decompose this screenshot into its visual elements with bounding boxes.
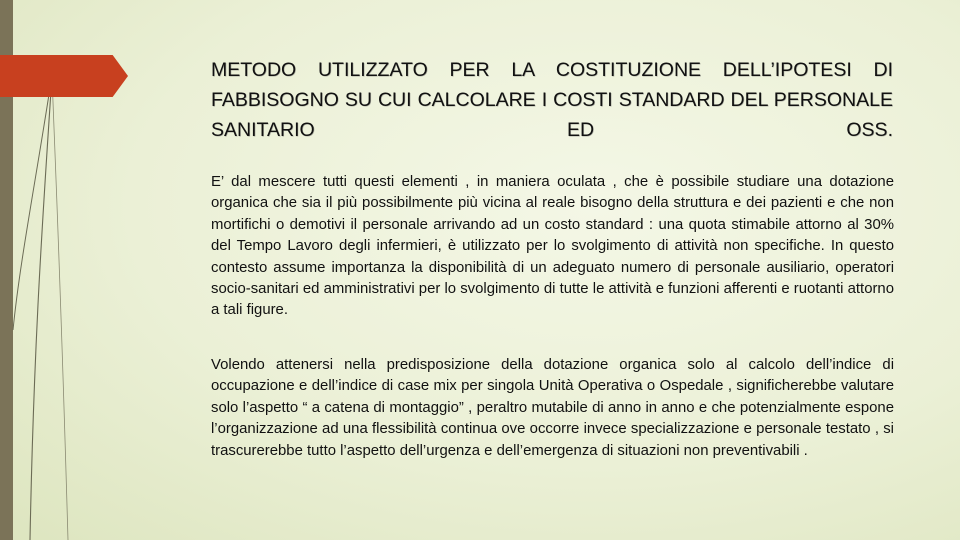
slide-title: METODO UTILIZZATO PER LA COSTITUZIONE DELL’IPOTESI DI FABBISOGNO SU CUI CALCOLARE I COSTI STANDARD DEL PERSONALE SANITARIO ED OSS. [211, 59, 893, 141]
body-paragraph-1: E’ dal mescere tutti questi elementi , in maniera oculata , che è possibile studiare una dotazione organica che sia il più possibilmente più vicina al reale bisogno della struttura e dei pazienti e che non mortifichi o demotivi il personale arrivando ad un costo standard : una quota stimabile attorno al 30% del Tempo Lavoro degli infermieri, è utilizzato per lo svolgimento di attività non specifiche. In questo contesto assume importanza la disponibilità di un adeguato numero di personale ausiliario, operatori socio-sanitari ed amministrativi per lo svolgimento di tutte le attività e funzioni afferenti e ruotanti attorno a tali figure. [211, 174, 894, 319]
body-paragraph-2: Volendo attenersi nella predisposizione della dotazione organica solo al calcolo dell’indice di occupazione e dell’indice di case mix per singola Unità Operativa o Ospedale , significherebbe valutare solo l’aspetto “ a catena di montaggio” , peraltro mutabile di anno in anno e che potenzialmente espone l’organizzazione ad una flessibilità continua ove occorre invece specializzazione e personale testato , si trascurerebbe tutto l’aspetto dell’urgenza e dell’emergenza di situazioni non preventivabili . [211, 357, 894, 459]
accent-arrow-tab [0, 55, 128, 97]
